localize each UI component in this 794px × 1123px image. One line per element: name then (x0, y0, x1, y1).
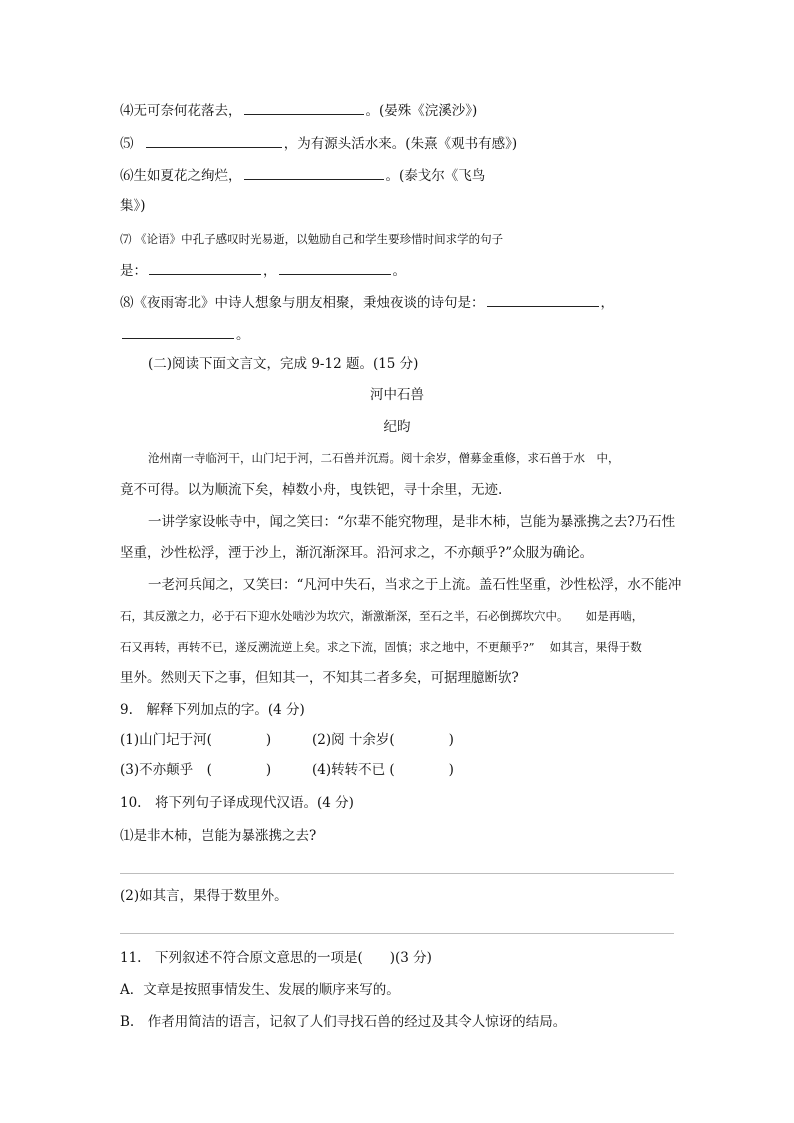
q7-end: 。 (392, 263, 406, 279)
q10-answer-line-1[interactable] (120, 873, 674, 874)
q5-blank[interactable] (146, 133, 282, 148)
q7-blank-1[interactable] (149, 260, 261, 275)
para2-line2: 坚重，沙性松浮，湮于沙上，渐沉渐深耳。沿河求之，不亦颠乎?”众服为确论。 (120, 545, 594, 561)
q7-text: 《论语》中孔子感叹时光易逝，以勉励自己和学生要珍惜时间求学的句子 (135, 232, 504, 246)
q5-num: ⑸ (120, 136, 134, 152)
passage-title: 河中石兽 (370, 387, 424, 403)
q6-num: ⑹ (120, 168, 134, 184)
q8-line (120, 292, 614, 313)
section-heading: (二)阅读下面文言文，完成 9-12 题。(15 分) (148, 356, 419, 372)
q11-option-b[interactable]: B. 作者用简洁的语言，记叙了人们寻找石兽的经过及其令人惊讶的结局。 (120, 1014, 567, 1030)
q4-line (120, 100, 477, 121)
q8-blank-1[interactable] (487, 292, 599, 307)
q7-num: ⑺ (120, 232, 132, 246)
q8-cont (120, 324, 250, 345)
q11-option-a[interactable]: A．文章是按照事情发生、发展的顺序来写的。 (120, 982, 400, 998)
para3-line1: 一老河兵闻之，又笑曰：“凡河中失石，当求之于上流。盖石性坚重，沙性松浮，水不能冲 (148, 577, 682, 593)
q6-blank[interactable] (244, 165, 384, 180)
q7-line (120, 229, 503, 249)
q10-item-1: ⑴是非木杮，岂能为暴涨携之去? (120, 828, 317, 844)
q10-answer-line-2[interactable] (120, 933, 674, 934)
q10-item-2: (2)如其言，果得于数里外。 (120, 888, 288, 904)
q9-item-4[interactable]: (4)转转不已 ( ) (312, 762, 454, 778)
para1-line2: 竟不可得。以为顺流下矣，棹数小舟，曳铁钯，寻十余里，无迹. (120, 482, 503, 498)
q9-item-1[interactable]: (1)山门圮于河( ) (120, 732, 272, 748)
q6-pre: 生如夏花之绚烂， (133, 168, 242, 184)
q8-num: ⑻ (120, 295, 134, 311)
q6-post: 。(泰戈尔《飞鸟 (385, 168, 486, 184)
para3-line4: 里外。然则天下之事，但知其一，不知其二者多矣，可据理臆断欤? (120, 670, 519, 686)
q8-text: 《夜雨寄北》中诗人想象与朋友相聚，秉烛夜谈的诗句是： (133, 295, 485, 311)
q9-stem: 9. 解释下列加点的字。(4 分) (120, 702, 305, 718)
q7-cont (120, 260, 406, 281)
q8-sep: ， (600, 295, 614, 311)
q7-cont-pre: 是： (120, 263, 147, 279)
q10-stem: 10. 将下列句子译成现代汉语。(4 分) (120, 795, 354, 811)
q9-item-2[interactable]: (2)阅 十余岁( ) (312, 732, 454, 748)
q11-stem: 11. 下列叙述不符合原文意思的一项是( )(3 分) (120, 950, 432, 966)
q5-post: ，为有源头活水来。(朱熹《观书有感》) (283, 136, 518, 152)
q6-cont: 集》) (120, 198, 146, 214)
para1-line1: 沧州南一寺临河干，山门圮于河，二石兽并沉焉。阅十余岁，僧募金重修，求石兽于水 中， (148, 451, 620, 465)
q4-pre: 无可奈何花落去， (133, 103, 242, 119)
q4-num: ⑷ (120, 103, 134, 119)
q6-line (120, 165, 485, 186)
para3-line2: 石，其反激之力，必于石下迎水处啮沙为坎穴，渐激渐深，至石之半，石必倒掷坎穴中。 如是再啮， (120, 609, 644, 623)
para3-line3: 石又再转，再转不已，遂反溯流逆上矣。求之下流，固慎；求之地中，不更颠乎?” 如其言，果得于数 (120, 640, 642, 654)
q8-blank-2[interactable] (122, 324, 234, 339)
passage-author: 纪昀 (383, 419, 411, 435)
para2-line1: 一讲学家设帐寺中，闻之笑曰：“尔辈不能究物理，是非木杮，岂能为暴涨携之去?乃石性 (148, 514, 676, 530)
q7-sep: ， (263, 263, 277, 279)
q5-line (120, 133, 517, 154)
q9-item-3[interactable]: (3)不亦颠乎 ( ) (120, 762, 272, 778)
q7-blank-2[interactable] (279, 260, 391, 275)
q4-blank[interactable] (244, 100, 364, 115)
q8-end: 。 (236, 327, 250, 343)
q4-post: 。(晏殊《浣溪沙》) (365, 103, 478, 119)
